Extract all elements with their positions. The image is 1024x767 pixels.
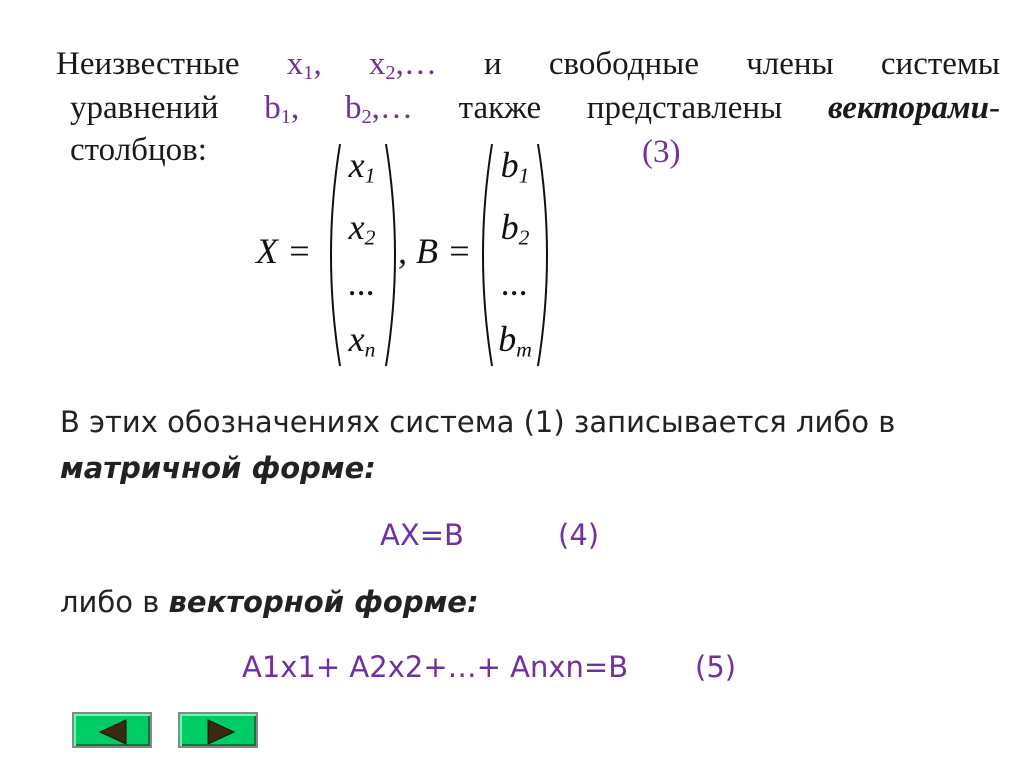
b-cell-3: ...	[501, 263, 529, 303]
word-equations: уравнений	[70, 90, 219, 126]
system-text-line: В этих обозначениях система (1) записывается либо в	[60, 405, 896, 439]
word-represented: представлены	[586, 90, 783, 126]
equation-5: A1x1+ A2x2+…+ Anxn=B	[242, 650, 629, 684]
lhs-x-label: X =	[256, 231, 312, 271]
b-cell-2: $b_2$	[500, 207, 530, 250]
next-slide-button[interactable]	[178, 712, 258, 748]
word-free: свободные	[548, 46, 700, 82]
word-also: также	[458, 90, 542, 126]
x-cell-3: ...	[348, 263, 376, 303]
x-cell-2: $x_2$	[348, 207, 376, 250]
word-members: члены	[746, 46, 834, 82]
word-vectors: векторами-	[827, 90, 1000, 126]
var-b1: $b_1$,	[264, 90, 300, 129]
word-system: системы	[880, 46, 1000, 82]
x-cell-4: $x_n$	[348, 319, 376, 362]
mid-b-label: , B =	[398, 231, 472, 271]
equation-number-3: (3)	[642, 134, 681, 170]
var-x1: $x_1$,	[286, 46, 322, 85]
equation-number-4: (4)	[558, 518, 600, 552]
vector-form-line: либо в векторной форме:	[60, 585, 479, 619]
b-cell-1: $b_1$	[500, 145, 530, 188]
var-b2: $b_2,\dots$	[344, 90, 413, 129]
word-unknowns: Неизвестные	[56, 46, 240, 82]
paragraph-line-1	[56, 44, 1000, 93]
var-x2: $x_2,\dots$	[368, 46, 437, 85]
b-cell-4: $b_m$	[498, 319, 532, 362]
paragraph-line-2	[70, 88, 1000, 137]
word-and: и	[484, 46, 502, 82]
vector-form-label: векторной форме:	[168, 585, 479, 619]
triangle-right-icon	[180, 714, 260, 750]
paragraph-line-3: столбцов:	[70, 132, 207, 168]
triangle-left-icon	[74, 714, 154, 750]
equation-4: AX=B	[380, 518, 464, 552]
prev-slide-button[interactable]	[72, 712, 152, 748]
equation-number-5: (5)	[695, 650, 737, 684]
matrix-form-label: матричной форме:	[60, 451, 376, 485]
x-cell-1: $x_1$	[348, 145, 376, 188]
